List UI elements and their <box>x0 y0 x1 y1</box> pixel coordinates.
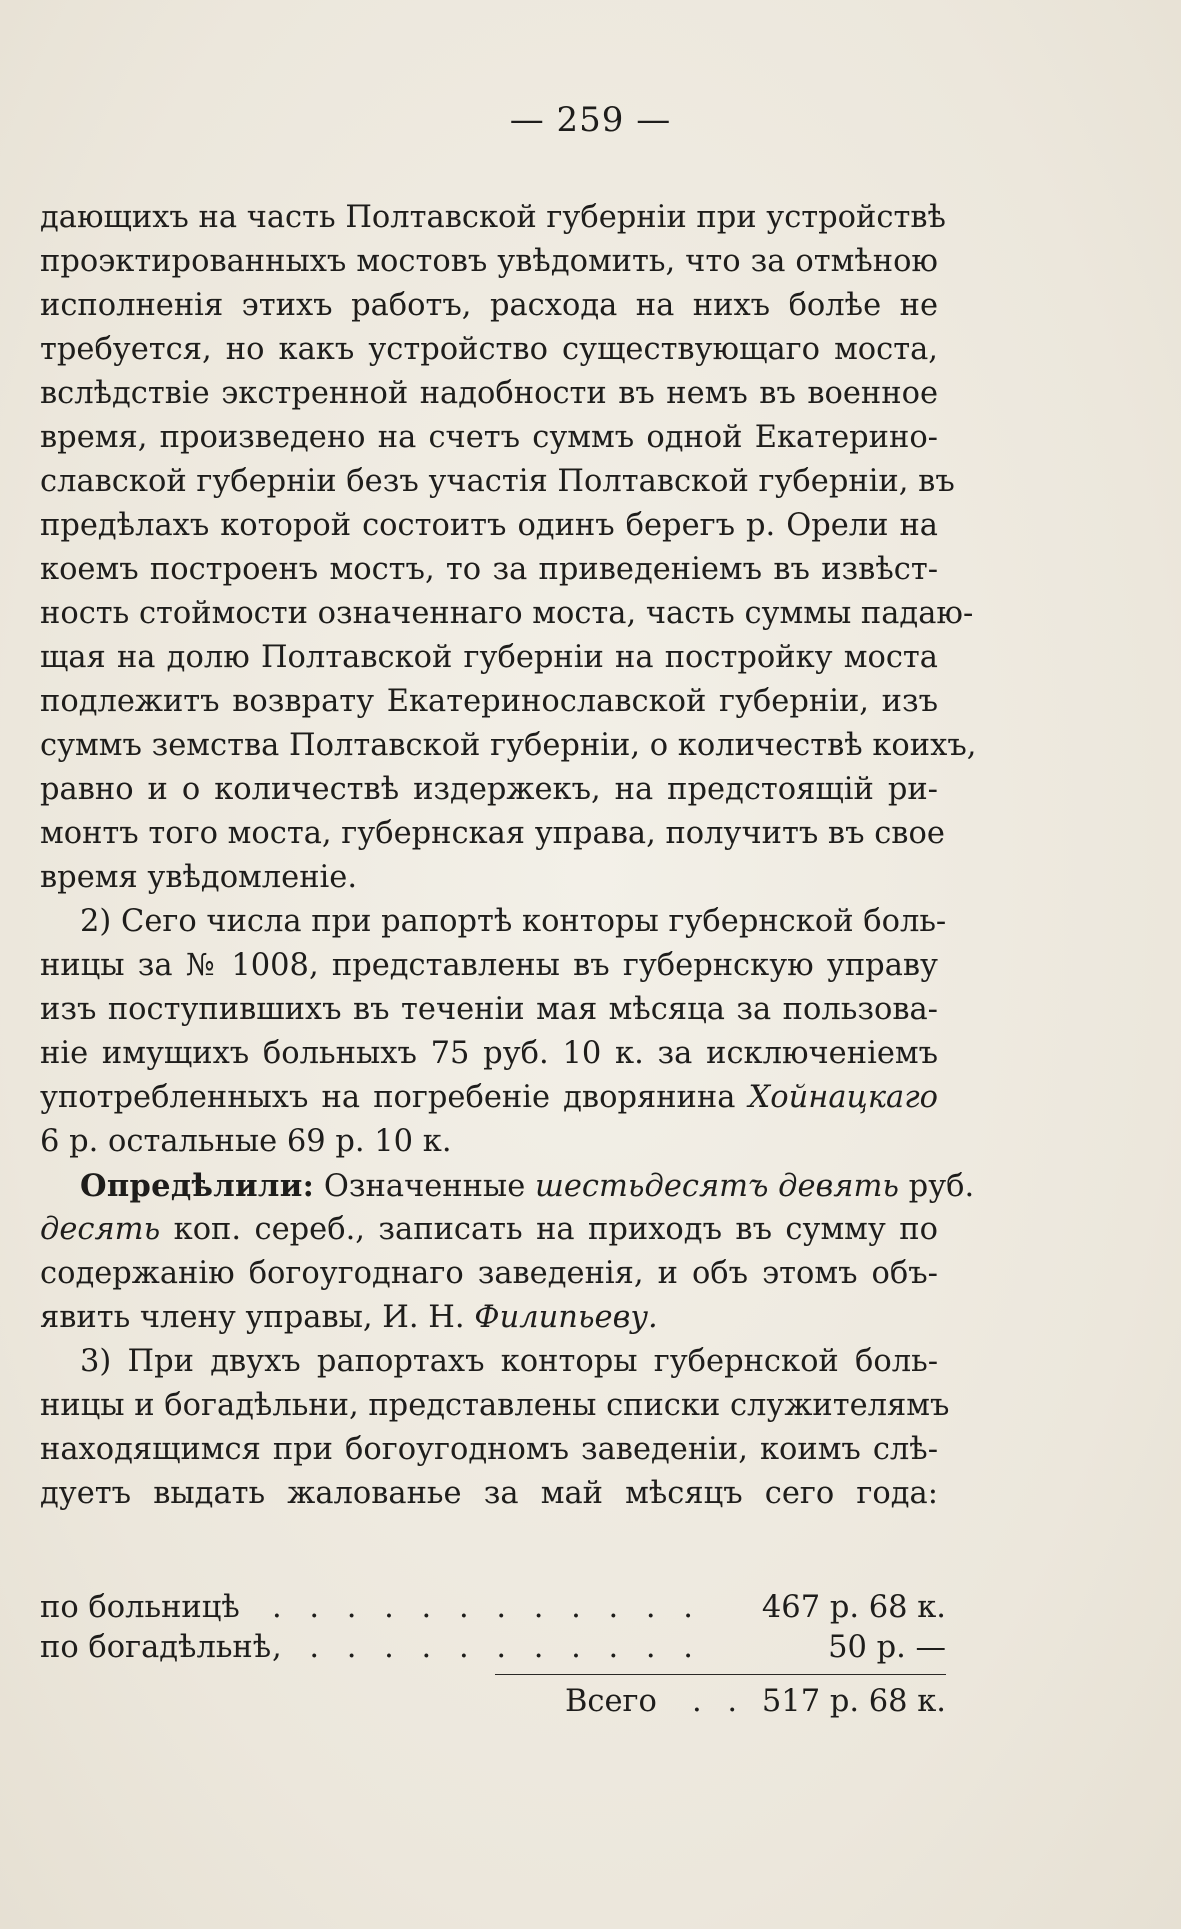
text-line: суммъ земства Полтавской губерніи, о количествѣ коихъ, <box>40 728 977 763</box>
text-line: дающихъ на часть Полтавской губерніи при устройствѣ <box>40 200 946 235</box>
text-line <box>40 1208 938 1252</box>
text-line: ницы и богадѣльни, представлены списки служителямъ <box>40 1388 950 1423</box>
surname-italic: Филипьеву. <box>474 1300 658 1335</box>
text-run: Означенные <box>314 1169 535 1204</box>
ledger-row-hospital <box>40 1588 946 1628</box>
text-line: коемъ построенъ мостъ, то за приведеніемъ въ извѣст- <box>40 552 938 587</box>
text-line: дуетъ выдать жалованье за май мѣсяцъ сего года: <box>40 1476 938 1511</box>
text-line: славской губерніи безъ участія Полтавской губерніи, въ <box>40 464 955 499</box>
ledger-leader-dots: . . <box>692 1684 746 1719</box>
ledger-total-row <box>40 1682 946 1722</box>
text-run: явить члену управы, И. Н. <box>40 1300 475 1335</box>
ledger-total-amount: 517 р. 68 к. <box>761 1684 946 1719</box>
text-line <box>40 1296 938 1340</box>
sum-rule <box>495 1674 946 1675</box>
item-3-line: 3) При двухъ рапортахъ конторы губернской боль- <box>80 1344 938 1379</box>
text-line: щая на долю Полтавской губерніи на постройку моста <box>40 640 938 675</box>
text-line: 6 р. остальные 69 р. 10 к. <box>40 1124 452 1159</box>
text-line: находящимся при богоугодномъ заведеніи, коимъ слѣ- <box>40 1432 938 1467</box>
text-line: предѣлахъ которой состоитъ одинъ берегъ р. Орели на <box>40 508 938 543</box>
text-line: проэктированныхъ мостовъ увѣдомить, что за отмѣною <box>40 244 938 279</box>
amount-italic: десять <box>40 1212 161 1247</box>
ledger-total-label: Всего <box>565 1684 657 1719</box>
surname-italic: Хойнацкаго <box>748 1080 938 1115</box>
text-run: употребленныхъ на погребеніе дворянина <box>40 1080 749 1115</box>
text-line: вслѣдствіе экстренной надобности въ немъ въ военное <box>40 376 938 411</box>
text-line: время, произведено на счетъ суммъ одной Екатерино- <box>40 420 938 455</box>
text-line: равно и о количествѣ издержекъ, на предстоящій ри- <box>40 772 938 807</box>
ledger-label: по богадѣльнѣ <box>40 1630 272 1665</box>
ledger-amount: 467 р. 68 к. <box>761 1590 946 1625</box>
text-line: ніе имущихъ больныхъ 75 руб. 10 к. за исключеніемъ <box>40 1036 938 1071</box>
text-line: ницы за № 1008, представлены въ губернскую управу <box>40 948 938 983</box>
text-line: ность стоймости означеннаго моста, часть суммы падаю- <box>40 596 974 631</box>
text-line: требуется, но какъ устройство существующаго моста, <box>40 332 938 367</box>
text-run: коп. сереб., записать на приходъ въ сумму по <box>160 1212 938 1247</box>
text-run: руб. <box>898 1169 975 1204</box>
ledger-label: по больницѣ <box>40 1590 240 1625</box>
text-line: изъ поступившихъ въ теченіи мая мѣсяца за пользова- <box>40 992 938 1027</box>
ledger-leader-dots: , . . . . . . . . . . . <box>272 1630 702 1665</box>
resolution-line <box>40 1164 975 1208</box>
text-line: время увѣдомленіе. <box>40 860 358 895</box>
amount-italic: шестьдесятъ девять <box>534 1169 899 1204</box>
ledger-row-almshouse <box>40 1628 946 1668</box>
page-number: — 259 — <box>509 100 672 140</box>
ledger-amount: 50 р. — <box>828 1630 946 1665</box>
text-line: подлежитъ возврату Екатеринославской губерніи, изъ <box>40 684 938 719</box>
ledger-leader-dots: . . . . . . . . . . . . <box>272 1590 702 1625</box>
item-2-line: 2) Сего числа при рапортѣ конторы губернской боль- <box>80 904 947 939</box>
text-line <box>40 1076 938 1120</box>
text-line: монтъ того моста, губернская управа, получитъ въ свое <box>40 816 945 851</box>
resolution-heading: Опредѣлили: <box>80 1168 315 1204</box>
body-text <box>40 196 977 1516</box>
text-line: содержанію богоугоднаго заведенія, и объ этомъ объ- <box>40 1256 938 1291</box>
salary-ledger <box>40 1588 946 1719</box>
text-line: исполненія этихъ работъ, расхода на нихъ болѣе не <box>40 288 938 323</box>
